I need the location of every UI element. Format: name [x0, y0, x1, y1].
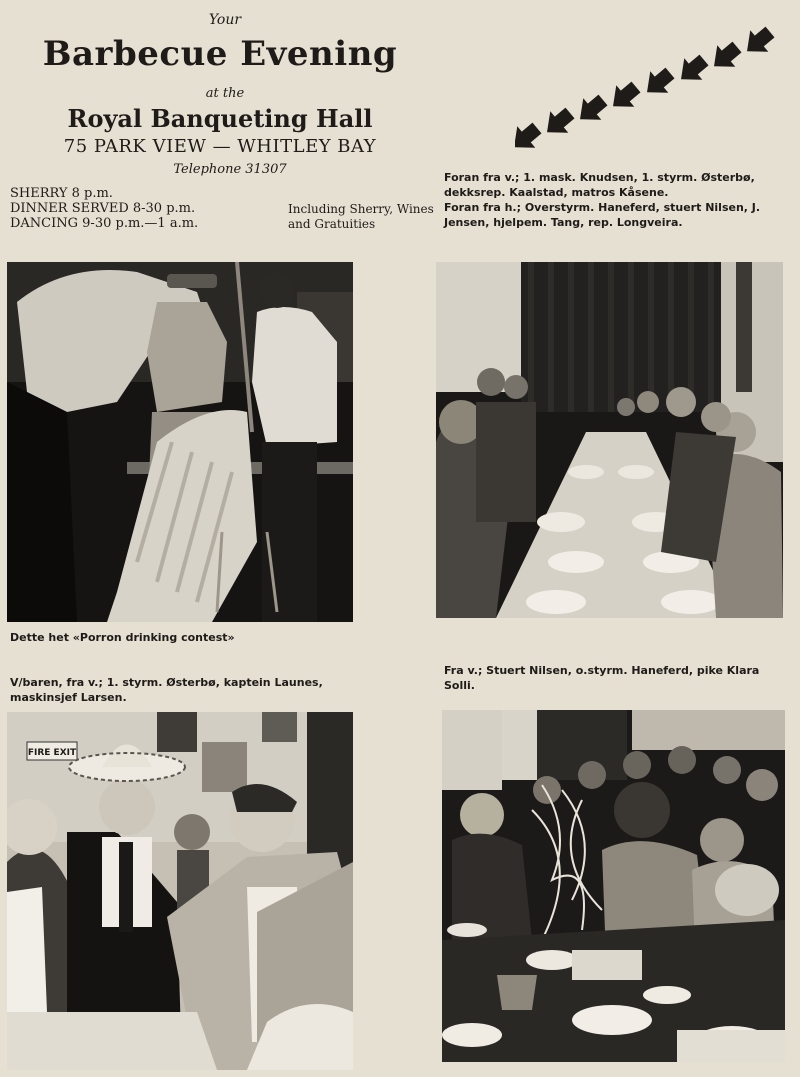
arrow-decoration [515, 10, 790, 155]
schedule-sherry: SHERRY 8 p.m. [10, 186, 113, 201]
caption-line: V/baren, fra v.; 1. styrm. Østerbø, kaptein Launes, [10, 676, 323, 689]
caption-line: Fra v.; Stuert Nilsen, o.styrm. Haneferd, pike Klara [444, 664, 760, 677]
photo-bar-group [7, 712, 353, 1070]
invitation-at: at the [205, 86, 245, 101]
arrow-icon [538, 102, 579, 143]
invitation-including [288, 202, 438, 232]
arrow-icon [604, 76, 645, 117]
arrow-icon [515, 117, 546, 155]
fire-exit-sign: FIRE EXIT [27, 748, 77, 758]
caption-line: Foran fra v.; 1. mask. Knudsen, 1. styrm. Østerbø, [444, 171, 755, 184]
invitation-address: 75 PARK VIEW — WHITLEY BAY [63, 136, 377, 157]
photo-party-table [442, 710, 785, 1062]
photo-porron-contest [7, 262, 353, 622]
invitation-your: Your [208, 12, 242, 28]
caption-top-right [444, 170, 789, 230]
arrow-icon [672, 49, 713, 90]
arrow-icon [738, 21, 779, 62]
caption-line: Solli. [444, 679, 475, 692]
including-line-1: Including Sherry, Wines [288, 202, 434, 216]
invitation-title: Barbecue Evening [42, 34, 398, 74]
caption-line: Jensen, hjelpem. Tang, rep. Longveira. [444, 216, 683, 229]
caption-line: maskinsjef Larsen. [10, 691, 127, 704]
invitation-telephone: Telephone 31307 [173, 162, 287, 177]
photo-banquet-table [436, 262, 783, 618]
including-line-2: and Gratuities [288, 217, 376, 231]
invitation-venue: Royal Banqueting Hall [67, 104, 373, 133]
invitation-schedule [10, 186, 198, 231]
arrow-icon [638, 62, 679, 103]
caption-line: Foran fra h.; Overstyrm. Haneferd, stuert Nilsen, J. [444, 201, 761, 214]
arrow-icon [705, 36, 746, 77]
schedule-dancing: DANCING 9-30 p.m.—1 a.m. [10, 216, 199, 231]
schedule-dinner: DINNER SERVED 8-30 p.m. [10, 201, 196, 216]
caption-line: dekksrep. Kaalstad, matros Kåsene. [444, 186, 669, 199]
arrow-icon [571, 89, 612, 130]
caption-fra-v [444, 663, 789, 693]
caption-vbaren [10, 675, 355, 705]
caption-porron: Dette het «Porron drinking contest» [10, 631, 235, 644]
